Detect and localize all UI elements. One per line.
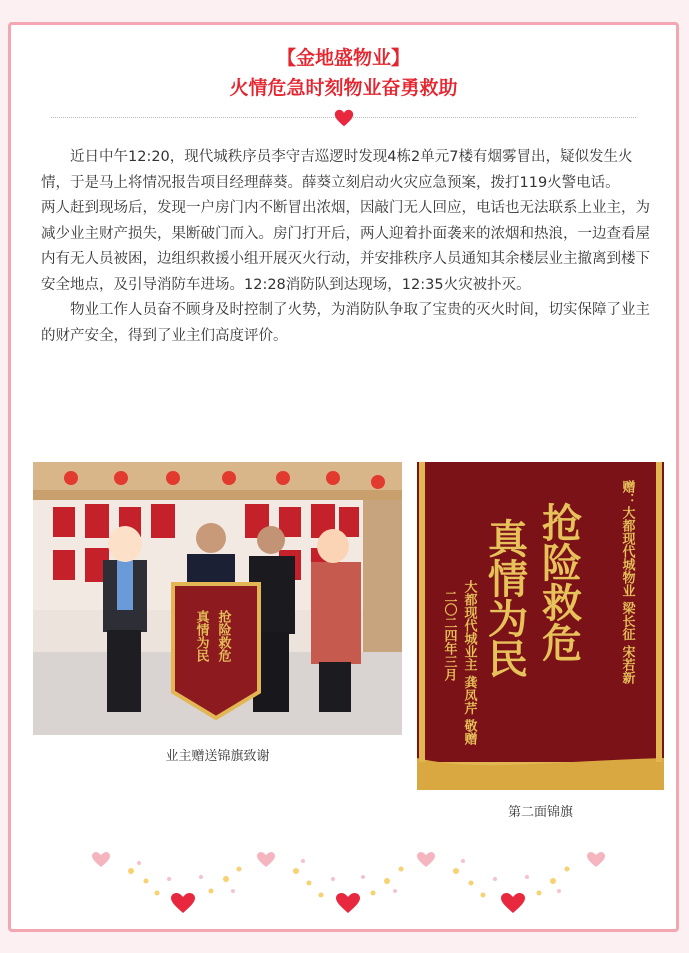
banner-top-right: 赠：大都现代城物业 梁长征 宋若新 — [619, 480, 635, 685]
banner-main-col1: 抢险救危 — [535, 502, 583, 662]
held-banner-text-2: 真情为民 — [193, 610, 209, 662]
banner-main-col2: 真情为民 — [481, 518, 529, 678]
photo2-caption: 第二面锦旗 — [507, 805, 573, 820]
article-frame — [8, 22, 679, 932]
paragraph-2: 两人赶到现场后，发现一户房门内不断冒出浓烟，因敲门无人回应，电话也无法联系上业主，为减少业主财产损失，果断破门而入。房门打开后，两人迎着扑面袭来的浓烟和热浪，一边查看屋内有无人员被困，边组织救援小组开展灭火行动，并安排秩序人员通知其余楼层业主撤离到楼下安全地点，及引导消防车进场。12:28消防队到达现场，12:35火灾被扑灭。 — [41, 200, 650, 293]
paragraph-1: 近日中午12:20，现代城秩序员李守吉巡逻时发现4栋2单元7楼有烟雾冒出，疑似发生火情，于是马上将情况报告项目经理薛葵。薛葵立刻启动火灾应急预案，拨打119火警电话。 — [41, 149, 633, 191]
title-block — [11, 43, 676, 103]
article-title-org: 【金地盛物业】 — [276, 47, 410, 69]
held-banner-text: 抢险救危 — [215, 610, 231, 662]
photo-second-banner — [417, 462, 664, 790]
article-body — [41, 145, 653, 349]
photo-banner-presentation — [33, 462, 402, 735]
footer-hearts-decoration — [11, 833, 676, 928]
photo1-caption: 业主赠送锦旗致谢 — [165, 749, 270, 764]
heart-icon — [333, 107, 355, 129]
banner-date: 二〇二四年三月 — [441, 590, 457, 681]
paragraph-3: 物业工作人员奋不顾身及时控制了火势，为消防队争取了宝贵的灭火时间，切实保障了业主的财产安全，得到了业主们高度评价。 — [41, 302, 650, 344]
article-title: 火情危急时刻物业奋勇救助 — [229, 77, 458, 99]
banner-left-small: 大都现代城业主 龚凤芹 敬赠 — [461, 580, 477, 746]
